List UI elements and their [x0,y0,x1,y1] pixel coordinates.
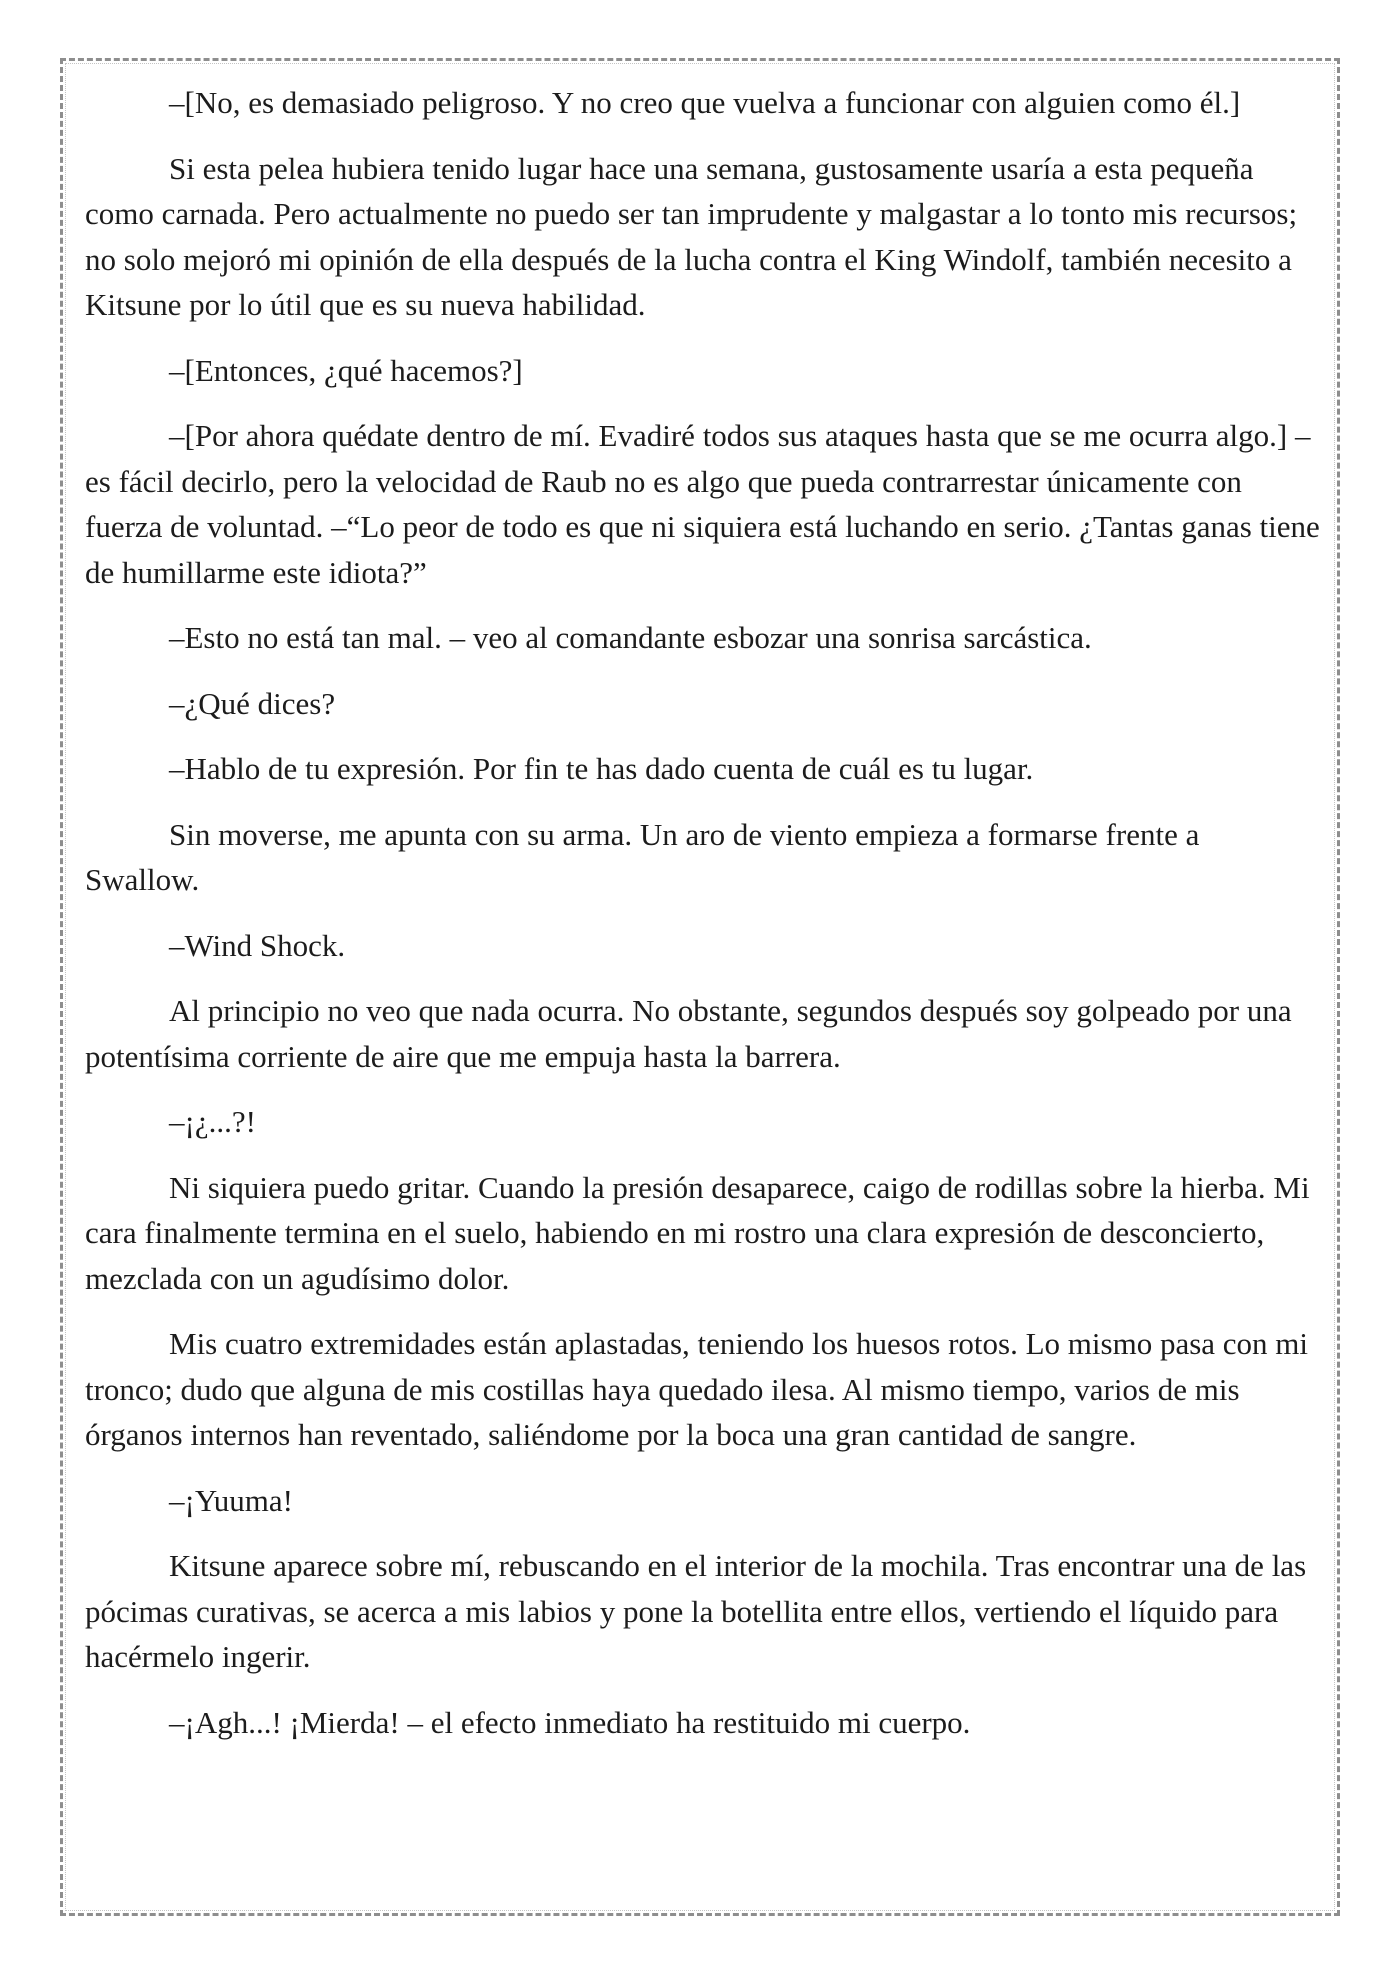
paragraph-7: –Hablo de tu expresión. Por fin te has dado cuenta de cuál es tu lugar. [169,751,1034,786]
paragraph-13: Mis cuatro extremidades están aplastadas, teniendo los huesos rotos. Lo mismo pasa con mi tronco; dudo que alguna de mis costillas haya quedado ilesa. Al mismo tiempo, varios de mis órganos internos han reventado, saliéndome por la boca una gran cantidad de sangre. [85,1326,1309,1452]
paragraph-8: Sin moverse, me apunta con su arma. Un aro de viento empieza a formarse frente a Swallow. [85,816,1200,897]
paragraph-5: –Esto no está tan mal. – veo al comandante esbozar una sonrisa sarcástica. [169,620,1092,655]
paragraph-3: –[Entonces, ¿qué hacemos?] [169,352,523,388]
paragraph-16: –¡Agh...! ¡Mierda! – el efecto inmediato ha restituido mi cuerpo. [169,1704,971,1740]
paragraph-9: –Wind Shock. [169,927,346,963]
document-body [85,80,1320,1765]
paragraph-11: –¡¿...?! [169,1104,256,1139]
paragraph-4: –[Por ahora quédate dentro de mí. Evadiré todos sus ataques hasta que se me ocurra algo.] – es fácil decirlo, pero la velocidad de Raub no es algo que pueda contrarrestar únicamente con fuerza de voluntad. –“Lo peor de todo es que ni siquiera está luchando en serio. ¿Tantas ganas tiene de humillarme este idiota?” [85,418,1320,590]
paragraph-2: Si esta pelea hubiera tenido lugar hace una semana, gustosamente usaría a esta pequeña como carnada. Pero actualmente no puedo ser tan imprudente y malgastar a lo tonto mis recursos; no solo mejoró mi opinión de ella después de la lucha contra el King Windolf, también necesito a Kitsune por lo útil que es su nueva habilidad. [85,150,1298,322]
paragraph-12: Ni siquiera puedo gritar. Cuando la presión desaparece, caigo de rodillas sobre la hierba. Mi cara finalmente termina en el suelo, habiendo en mi rostro una clara expresión de desconcierto, mezclada con un agudísimo dolor. [85,1169,1310,1296]
paragraph-1: –[No, es demasiado peligroso. Y no creo que vuelva a funcionar con alguien como él.] [169,85,1241,120]
paragraph-14: –¡Yuuma! [169,1482,293,1518]
paragraph-6: –¿Qué dices? [169,685,336,721]
paragraph-10: Al principio no veo que nada ocurra. No obstante, segundos después soy golpeado por una potentísima corriente de aire que me empuja hasta la barrera. [85,993,1292,1074]
paragraph-15: Kitsune aparece sobre mí, rebuscando en el interior de la mochila. Tras encontrar una de las pócimas curativas, se acerca a mis labios y pone la botellita entre ellos, vertiendo el líquido para hacérmelo ingerir. [85,1548,1307,1674]
